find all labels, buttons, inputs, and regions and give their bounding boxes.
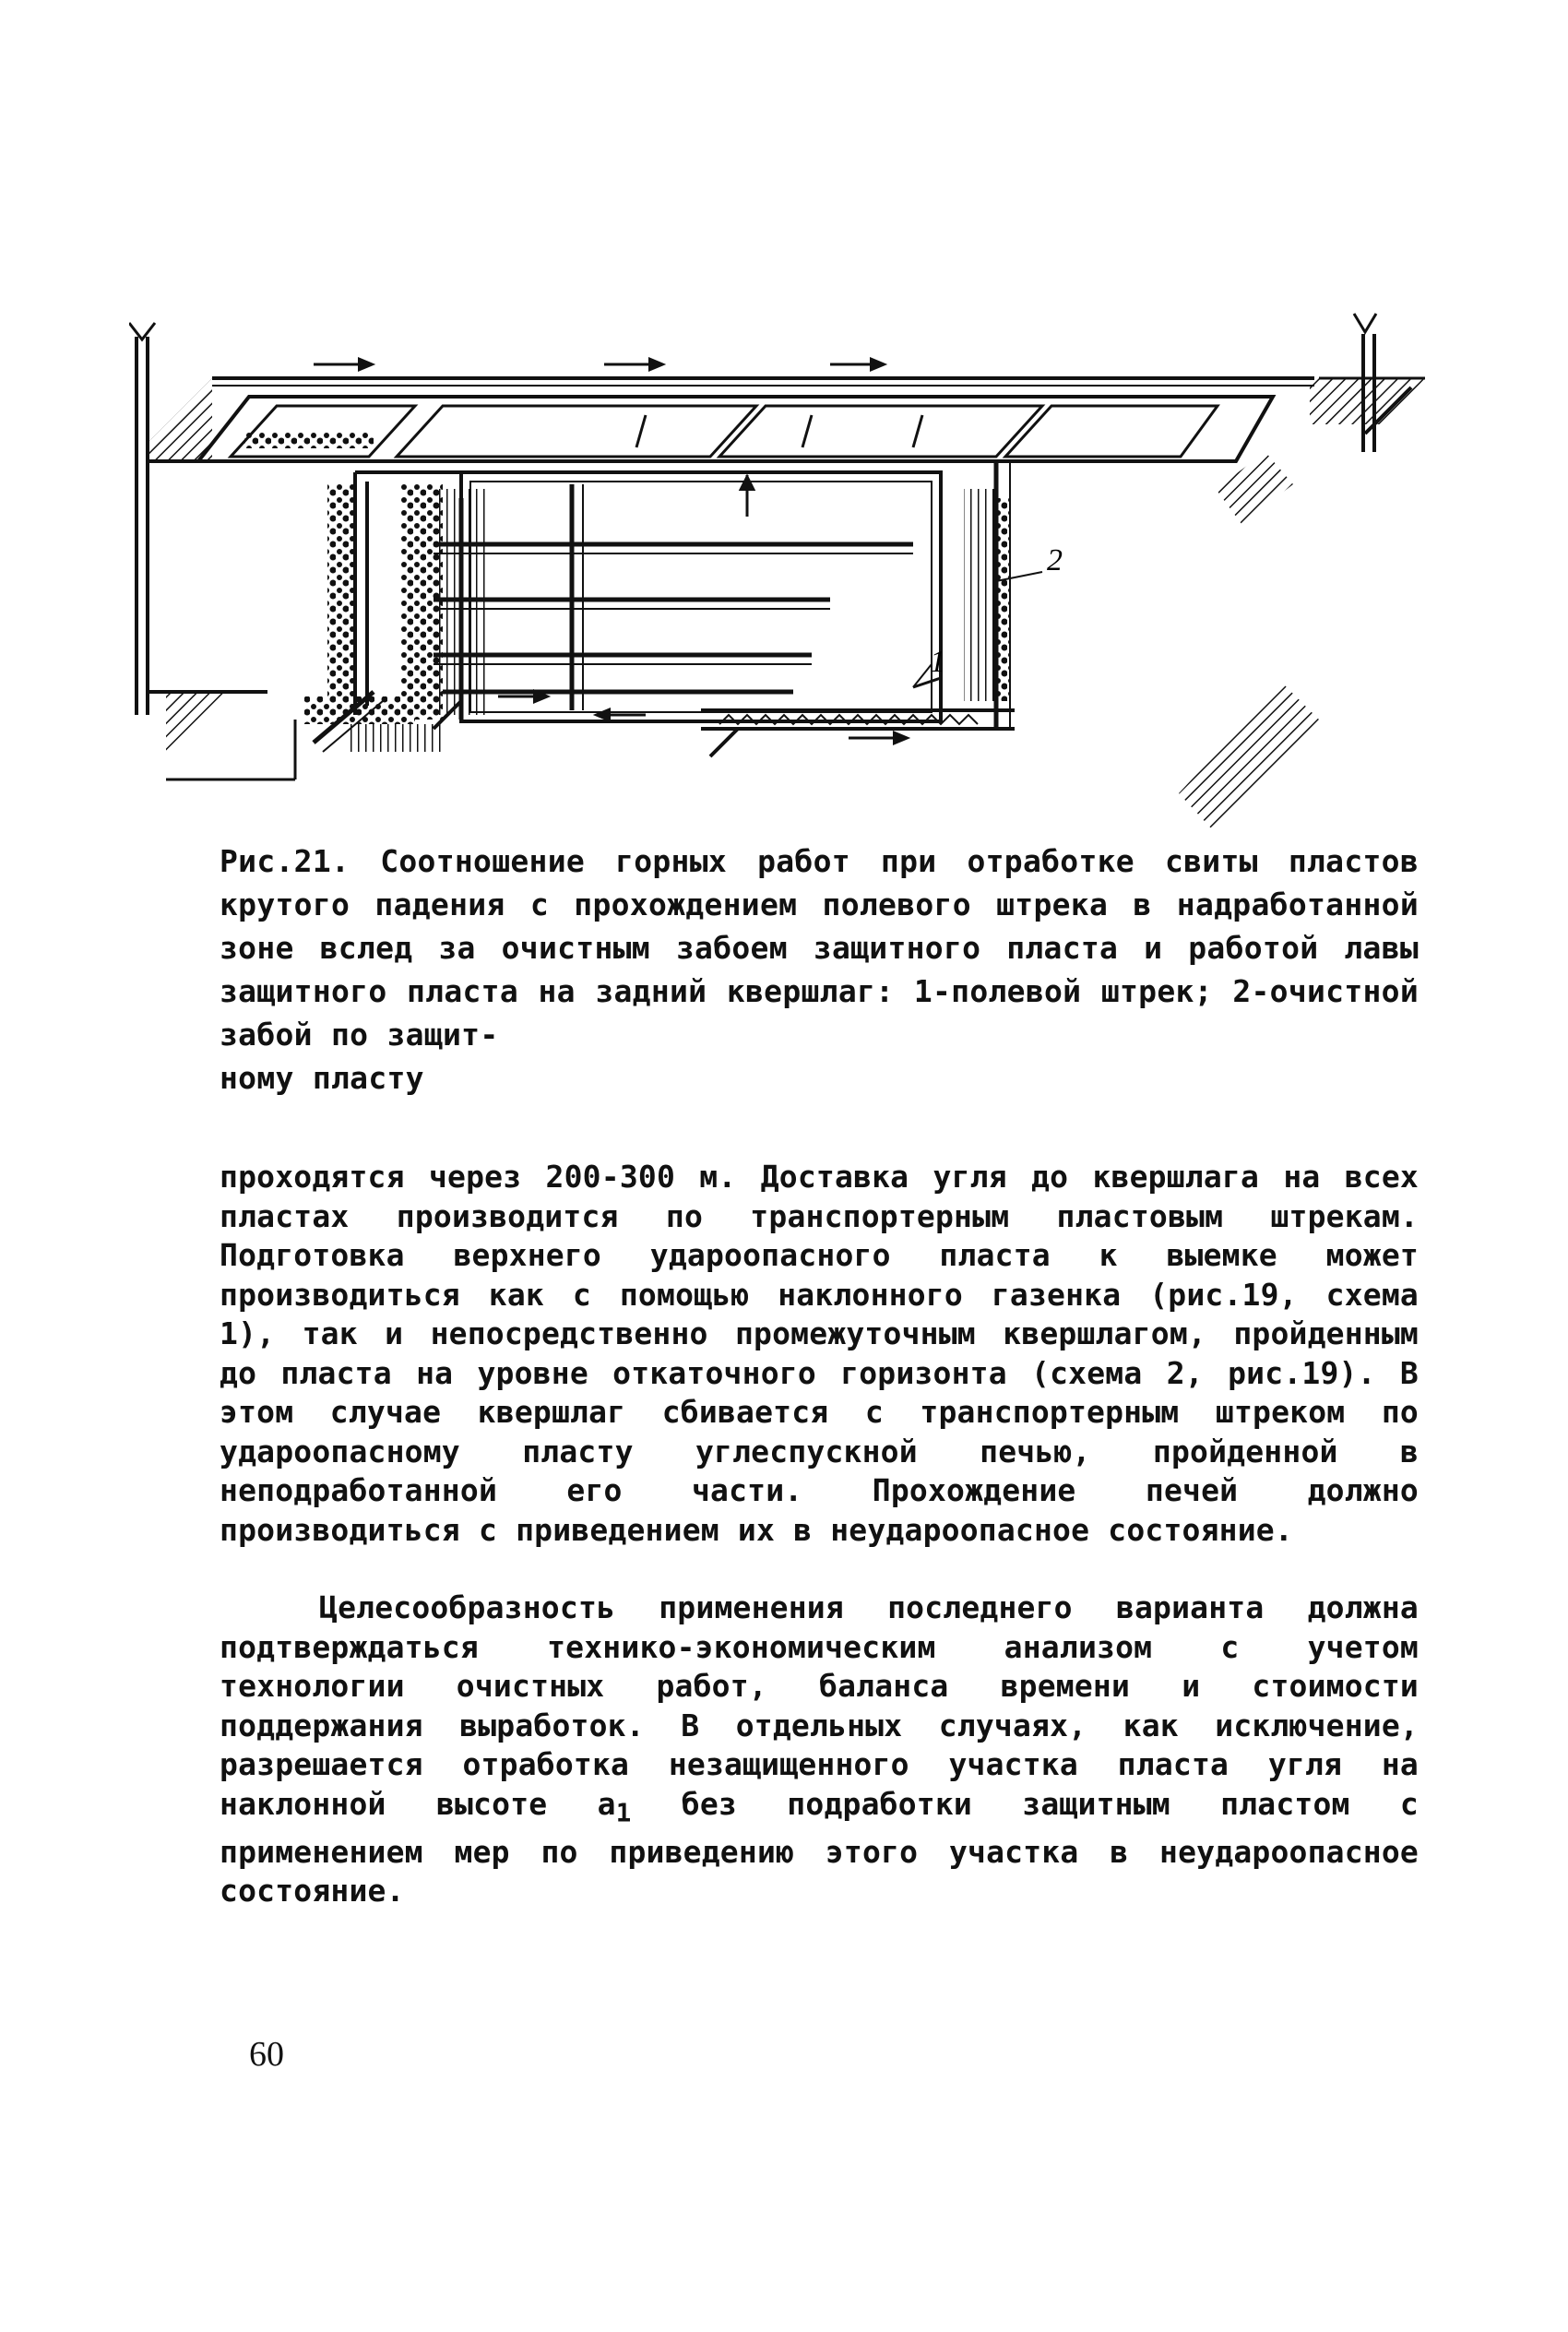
- subscript-index: 1: [615, 1798, 632, 1828]
- body-text: [220, 1158, 1419, 1950]
- paragraph-2-end: без подработки защитным пластом с применением мер по приведению этого участка в неудароопасное состояние.: [220, 1785, 1420, 1910]
- caption-text: Рис.21. Соотношение горных работ при отработке свиты пластов крутого падения с прохождением полевого штрека в надработанной зоне вслед за очистным забоем защитного пласта и работой лавы защитного пласта на задний квершлаг: 1-полевой штрек; 2-очистной забой по защит-: [220, 843, 1419, 1053]
- mining-scheme-drawing: [129, 277, 1457, 830]
- callout-2: 2: [1047, 543, 1063, 577]
- paragraph-1: проходятся через 200-300 м. Доставка угля до квершлага на всех пластах производится по транспортерным пластовым штрекам. Подготовка верхнего удароопасного пласта к выемке может производиться как с помощью наклонного газенка (рис.19, схема 1), так и непосредственно промежуточным квершлагом, пройденным до пласта на уровне откаточного горизонта (схема 2, рис.19). В этом случае квершлаг сбивается с транспортерным штреком по удароопасному пласту углеспускной печью, пройденной в неподработанной его части. Прохождение печей должно производиться с приведением их в неудароопасное состояние.: [220, 1159, 1419, 1548]
- callout-1: 1: [930, 645, 945, 679]
- mining-scheme-figure: [129, 277, 1457, 830]
- caption-last-line: ному пласту: [220, 1060, 424, 1096]
- page-number: 60: [249, 2035, 284, 2074]
- paragraph-2-start: Целесообразность применения последнего варианта должна подтверждаться технико-экономическим анализом с учетом технологии очистных работ, баланса времени и стоимости поддержания выработок. В отдельных случаях, как исключение, разрешается отработка незащищенного участка пласта угля на наклонной высоте а: [220, 1589, 1419, 1822]
- paragraph-2: [220, 1588, 1419, 1911]
- figure-caption: [220, 839, 1419, 1100]
